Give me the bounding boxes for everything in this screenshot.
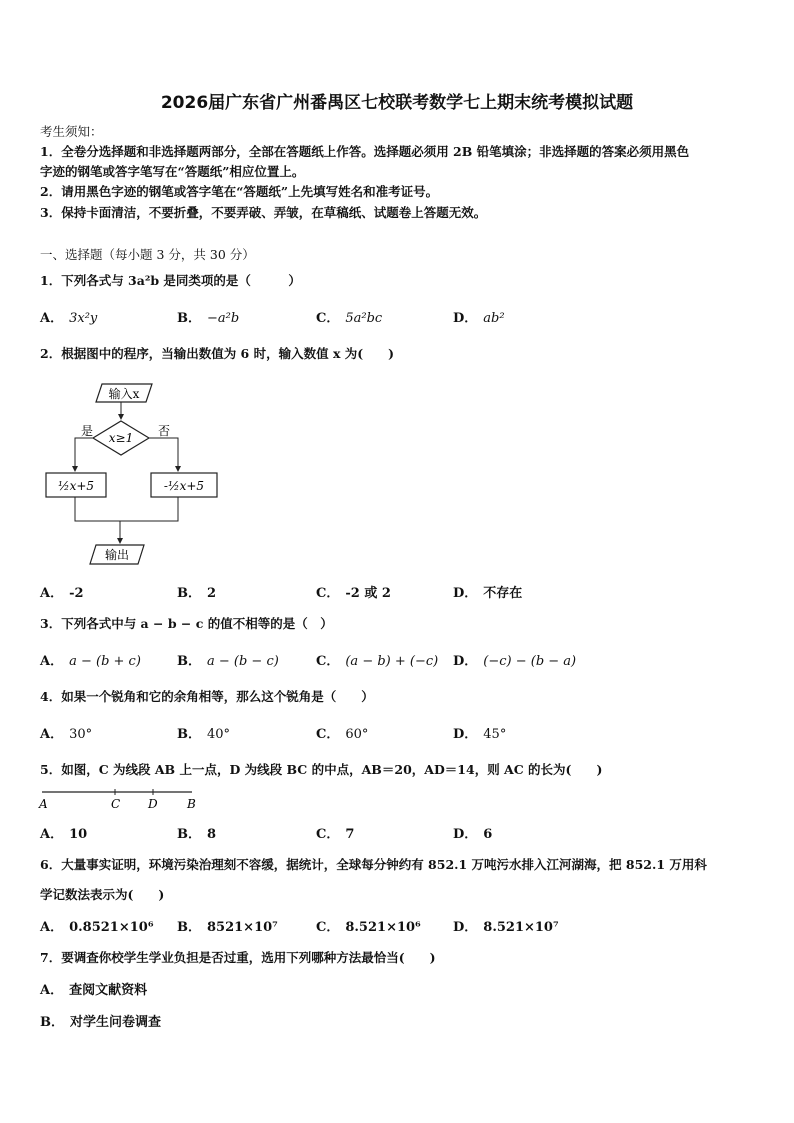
q4-option-d: D． 45°	[453, 727, 507, 742]
q1-option-a: A． 3x²y	[40, 311, 98, 326]
q6-stem-line-2: 学记数法表示为( )	[40, 887, 165, 902]
q1-option-d: D． ab²	[453, 311, 505, 326]
flow-left-text: ½x+5	[57, 479, 95, 493]
q5-option-c: C． 7	[316, 827, 355, 842]
q1-stem: 1．下列各式与 3a²b 是同类项的是（ ）	[40, 273, 301, 288]
q2-option-b: B． 2	[177, 586, 217, 601]
q6-stem-line-1: 6．大量事实证明，环境污染治理刻不容缓，据统计，全球每分钟约有 852.1 万吨污水排入江河湖海，把 852.1 万用科	[40, 857, 707, 872]
q5-option-d: D． 6	[453, 827, 493, 842]
q5-stem: 5．如图，C 为线段 AB 上一点，D 为线段 BC 的中点，AB＝20，AD＝14，则 AC 的长为( )	[40, 762, 603, 777]
q6-option-b: B． 8521×10⁷	[177, 920, 278, 935]
q4-option-c: C． 60°	[316, 727, 369, 742]
flow-right-text: -½x+5	[163, 479, 205, 493]
point-a-label: A	[39, 797, 48, 811]
q2-option-d: D． 不存在	[453, 586, 523, 601]
section-heading: 一、选择题（每小题 3 分，共 30 分）	[40, 247, 255, 262]
point-c-label: C	[111, 797, 121, 811]
notice-line-3: 3．保持卡面清洁，不要折叠，不要弄破、弄皱，在草稿纸、试题卷上答题无效。	[40, 205, 487, 220]
flow-condition-text: x≥1	[108, 431, 134, 445]
point-d-label: D	[148, 797, 158, 811]
q1-option-b: B． −a²b	[177, 311, 240, 326]
q3-option-b: B． a − (b − c)	[177, 654, 279, 669]
q2-flowchart	[40, 378, 230, 568]
q1-option-c: C． 5a²bc	[316, 311, 383, 326]
q4-option-b: B． 40°	[177, 727, 231, 742]
q4-option-a: A． 30°	[40, 727, 93, 742]
q3-option-a: A． a − (b + c)	[40, 654, 141, 669]
q4-stem: 4．如果一个锐角和它的余角相等，那么这个锐角是（ ）	[40, 689, 374, 704]
q7-option-b: B． 对学生问卷调查	[40, 1015, 162, 1030]
q3-stem: 3．下列各式中与 a − b − c 的值不相等的是（ ）	[40, 616, 333, 631]
q6-option-c: C． 8.521×10⁶	[316, 920, 421, 935]
q2-option-c: C． -2 或 2	[316, 586, 391, 601]
page-title: 2026届广东省广州番禺区七校联考数学七上期末统考模拟试题	[160, 93, 634, 113]
flow-no-label: 否	[158, 424, 171, 438]
q6-option-a: A． 0.8521×10⁶	[40, 920, 154, 935]
q5-segment-figure	[36, 786, 206, 814]
q5-option-b: B． 8	[177, 827, 217, 842]
flow-input-text: 输入x	[108, 387, 140, 401]
q2-option-a: A． -2	[40, 586, 84, 601]
q6-option-d: D． 8.521×10⁷	[453, 920, 559, 935]
q7-option-a: A． 查阅文献资料	[40, 983, 148, 998]
notice-line-2: 2．请用黑色字迹的钢笔或答字笔在“答题纸”上先填写姓名和准考证号。	[40, 184, 439, 199]
q5-option-a: A． 10	[40, 827, 88, 842]
flow-output-text: 输出	[104, 548, 130, 562]
notice-heading: 考生须知：	[40, 124, 103, 139]
flow-yes-label: 是	[81, 424, 94, 438]
q7-stem: 7．要调查你校学生学业负担是否过重，选用下列哪种方法最恰当( )	[40, 950, 436, 965]
notice-line-1b: 字迹的钢笔或答字笔写在“答题纸”相应位置上。	[40, 164, 305, 179]
q2-stem: 2．根据图中的程序，当输出数值为 6 时，输入数值 x 为( )	[40, 346, 395, 361]
notice-line-1a: 1．全卷分选择题和非选择题两部分，全部在答题纸上作答。选择题必须用 2B 铅笔填涂；非选择题的答案必须用黑色	[40, 144, 690, 159]
q3-option-c: C． (a − b) + (−c)	[316, 654, 439, 669]
point-b-label: B	[187, 797, 196, 811]
q3-option-d: D． (−c) − (b − a)	[453, 654, 577, 669]
